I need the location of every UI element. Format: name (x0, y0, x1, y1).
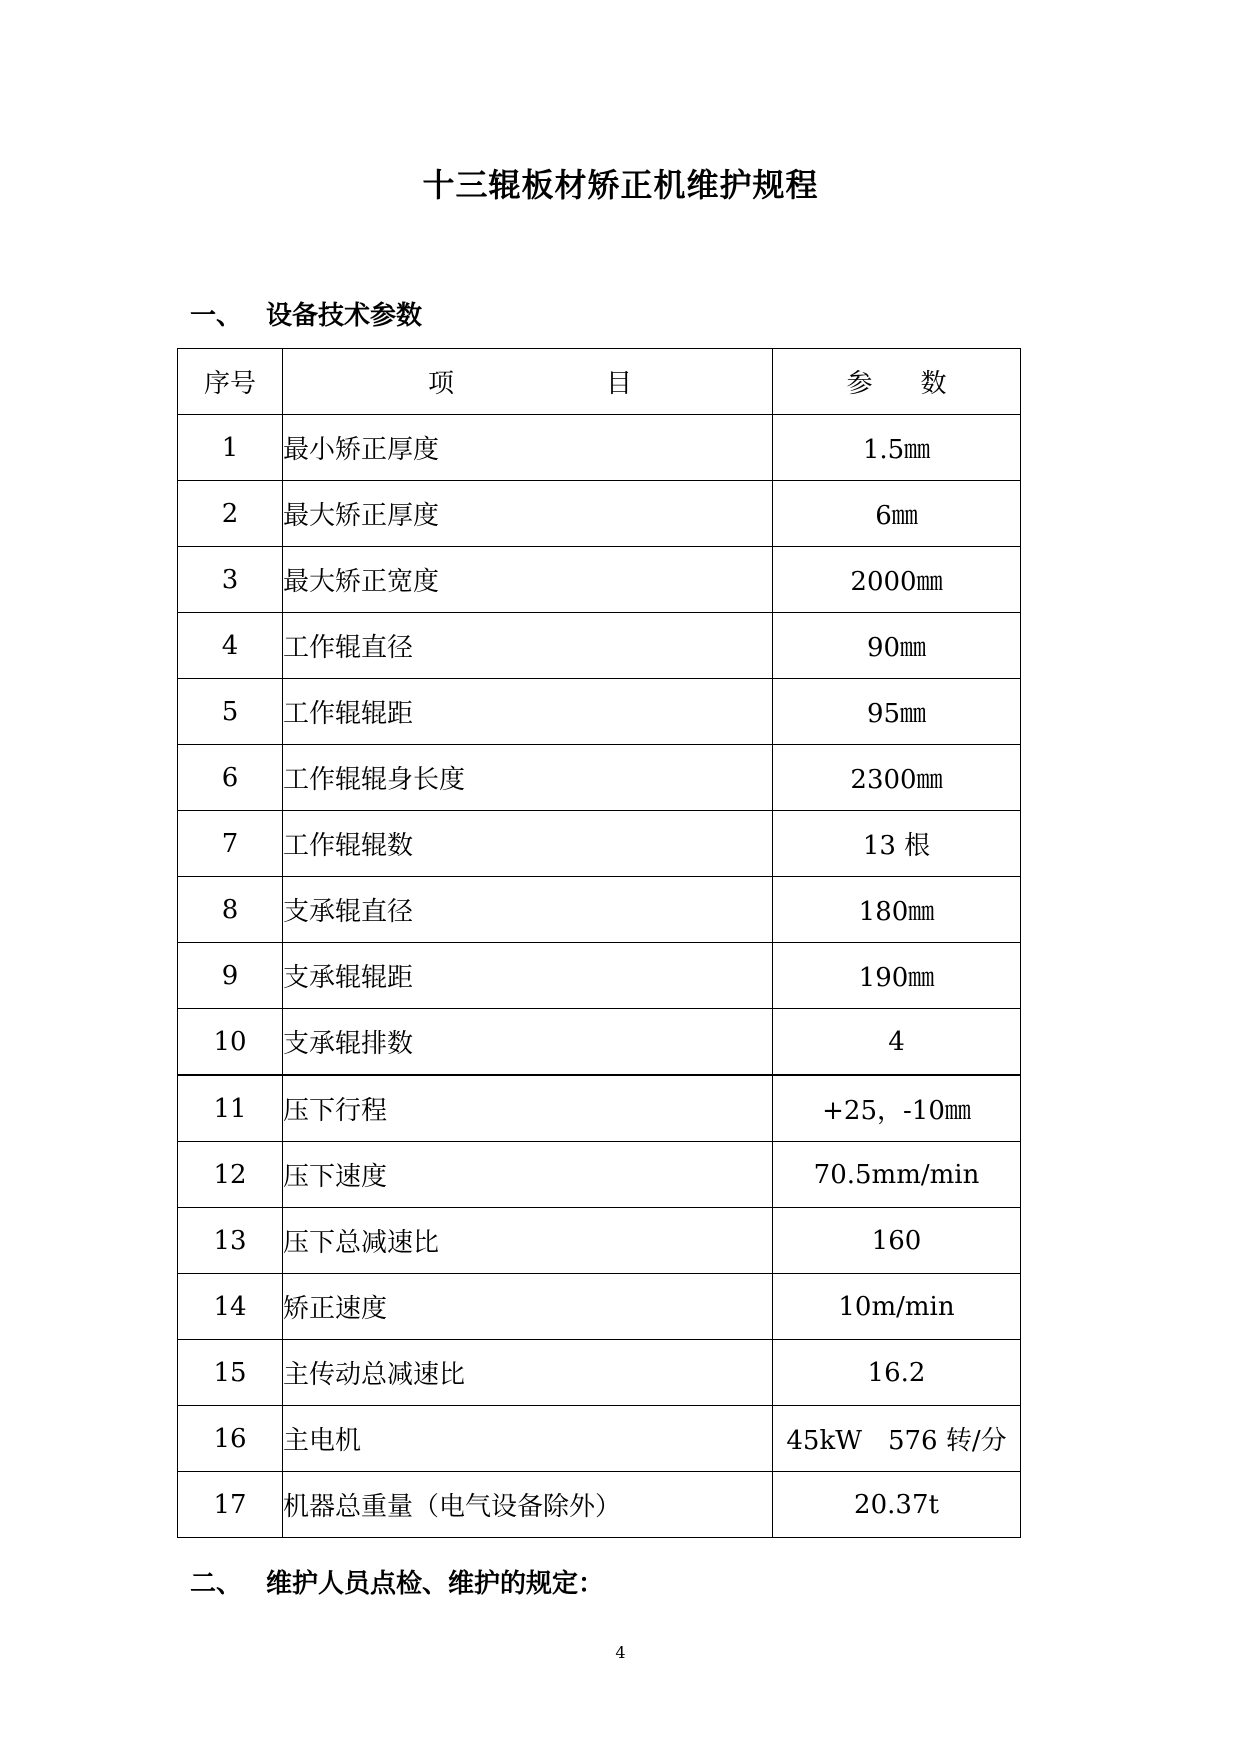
section-title: 设备技术参数 (266, 301, 423, 331)
row-no: 16 (178, 1406, 283, 1472)
row-no: 14 (178, 1274, 283, 1340)
row-no: 17 (178, 1472, 283, 1538)
table-row (178, 547, 1021, 613)
row-item: 压下行程 (283, 1075, 773, 1142)
table-row (178, 1075, 1021, 1142)
row-item: 工作辊辊身长度 (283, 745, 773, 811)
page-number: 4 (615, 1643, 626, 1662)
table-row (178, 481, 1021, 547)
table-header-row (178, 349, 1021, 415)
table-row (178, 1340, 1021, 1406)
header-item-char-2: 目 (605, 369, 632, 399)
table-row (178, 943, 1021, 1009)
row-item: 支承辊辊距 (283, 943, 773, 1009)
header-no: 序号 (178, 349, 283, 415)
row-no: 13 (178, 1208, 283, 1274)
row-no: 4 (178, 613, 283, 679)
row-value: 6㎜ (773, 481, 1021, 547)
row-no: 15 (178, 1340, 283, 1406)
row-item: 支承辊直径 (283, 877, 773, 943)
row-item: 矫正速度 (283, 1274, 773, 1340)
row-value: 190㎜ (773, 943, 1021, 1009)
row-value: 16.2 (773, 1340, 1021, 1406)
row-item: 压下总减速比 (283, 1208, 773, 1274)
section-heading-2 (190, 1563, 604, 1600)
table-row (178, 1472, 1021, 1538)
row-value: 1.5㎜ (773, 415, 1021, 481)
document-title: 十三辊板材矫正机维护规程 (422, 166, 819, 204)
row-value: 20.37t (773, 1472, 1021, 1538)
section-title: 维护人员点检、维护的规定： (266, 1569, 605, 1599)
row-no: 6 (178, 745, 283, 811)
row-value: 4 (773, 1009, 1021, 1076)
section-number: 二、 (190, 1569, 243, 1599)
table-row (178, 1208, 1021, 1274)
section-heading-1 (190, 295, 422, 332)
row-item: 最大矫正厚度 (283, 481, 773, 547)
table-row (178, 1406, 1021, 1472)
row-value: 2300㎜ (773, 745, 1021, 811)
header-value-char-2: 数 (920, 369, 947, 399)
row-item: 最大矫正宽度 (283, 547, 773, 613)
row-no: 10 (178, 1009, 283, 1076)
header-value (773, 349, 1021, 415)
row-no: 1 (178, 415, 283, 481)
row-no: 9 (178, 943, 283, 1009)
row-value: 90㎜ (773, 613, 1021, 679)
row-no: 5 (178, 679, 283, 745)
row-value: 45kW 576 转/分 (773, 1406, 1021, 1472)
table-row (178, 415, 1021, 481)
row-no: 12 (178, 1142, 283, 1208)
header-value-char-1: 参 (846, 369, 873, 399)
row-value: 95㎜ (773, 679, 1021, 745)
row-no: 2 (178, 481, 283, 547)
table-row (178, 1009, 1021, 1076)
row-no: 3 (178, 547, 283, 613)
row-item: 主电机 (283, 1406, 773, 1472)
header-item (283, 349, 773, 415)
table-row (178, 1274, 1021, 1340)
row-value: 10m/min (773, 1274, 1021, 1340)
row-item: 最小矫正厚度 (283, 415, 773, 481)
section-number: 一、 (190, 301, 243, 331)
row-item: 工作辊辊数 (283, 811, 773, 877)
row-value: 13 根 (773, 811, 1021, 877)
row-no: 11 (178, 1075, 283, 1142)
row-value: 180㎜ (773, 877, 1021, 943)
row-value: 160 (773, 1208, 1021, 1274)
row-no: 8 (178, 877, 283, 943)
table-row (178, 877, 1021, 943)
row-item: 支承辊排数 (283, 1009, 773, 1076)
row-item: 工作辊直径 (283, 613, 773, 679)
row-value: 2000㎜ (773, 547, 1021, 613)
row-no: 7 (178, 811, 283, 877)
table-row (178, 811, 1021, 877)
table-row (178, 613, 1021, 679)
row-value: 70.5mm/min (773, 1142, 1021, 1208)
table-row (178, 745, 1021, 811)
row-value: +25，-10㎜ (773, 1075, 1021, 1142)
table-row (178, 1142, 1021, 1208)
table-row (178, 679, 1021, 745)
row-item: 机器总重量（电气设备除外） (283, 1472, 773, 1538)
row-item: 工作辊辊距 (283, 679, 773, 745)
parameters-table (177, 348, 1021, 1538)
row-item: 主传动总减速比 (283, 1340, 773, 1406)
header-item-char-1: 项 (428, 369, 455, 399)
row-item: 压下速度 (283, 1142, 773, 1208)
